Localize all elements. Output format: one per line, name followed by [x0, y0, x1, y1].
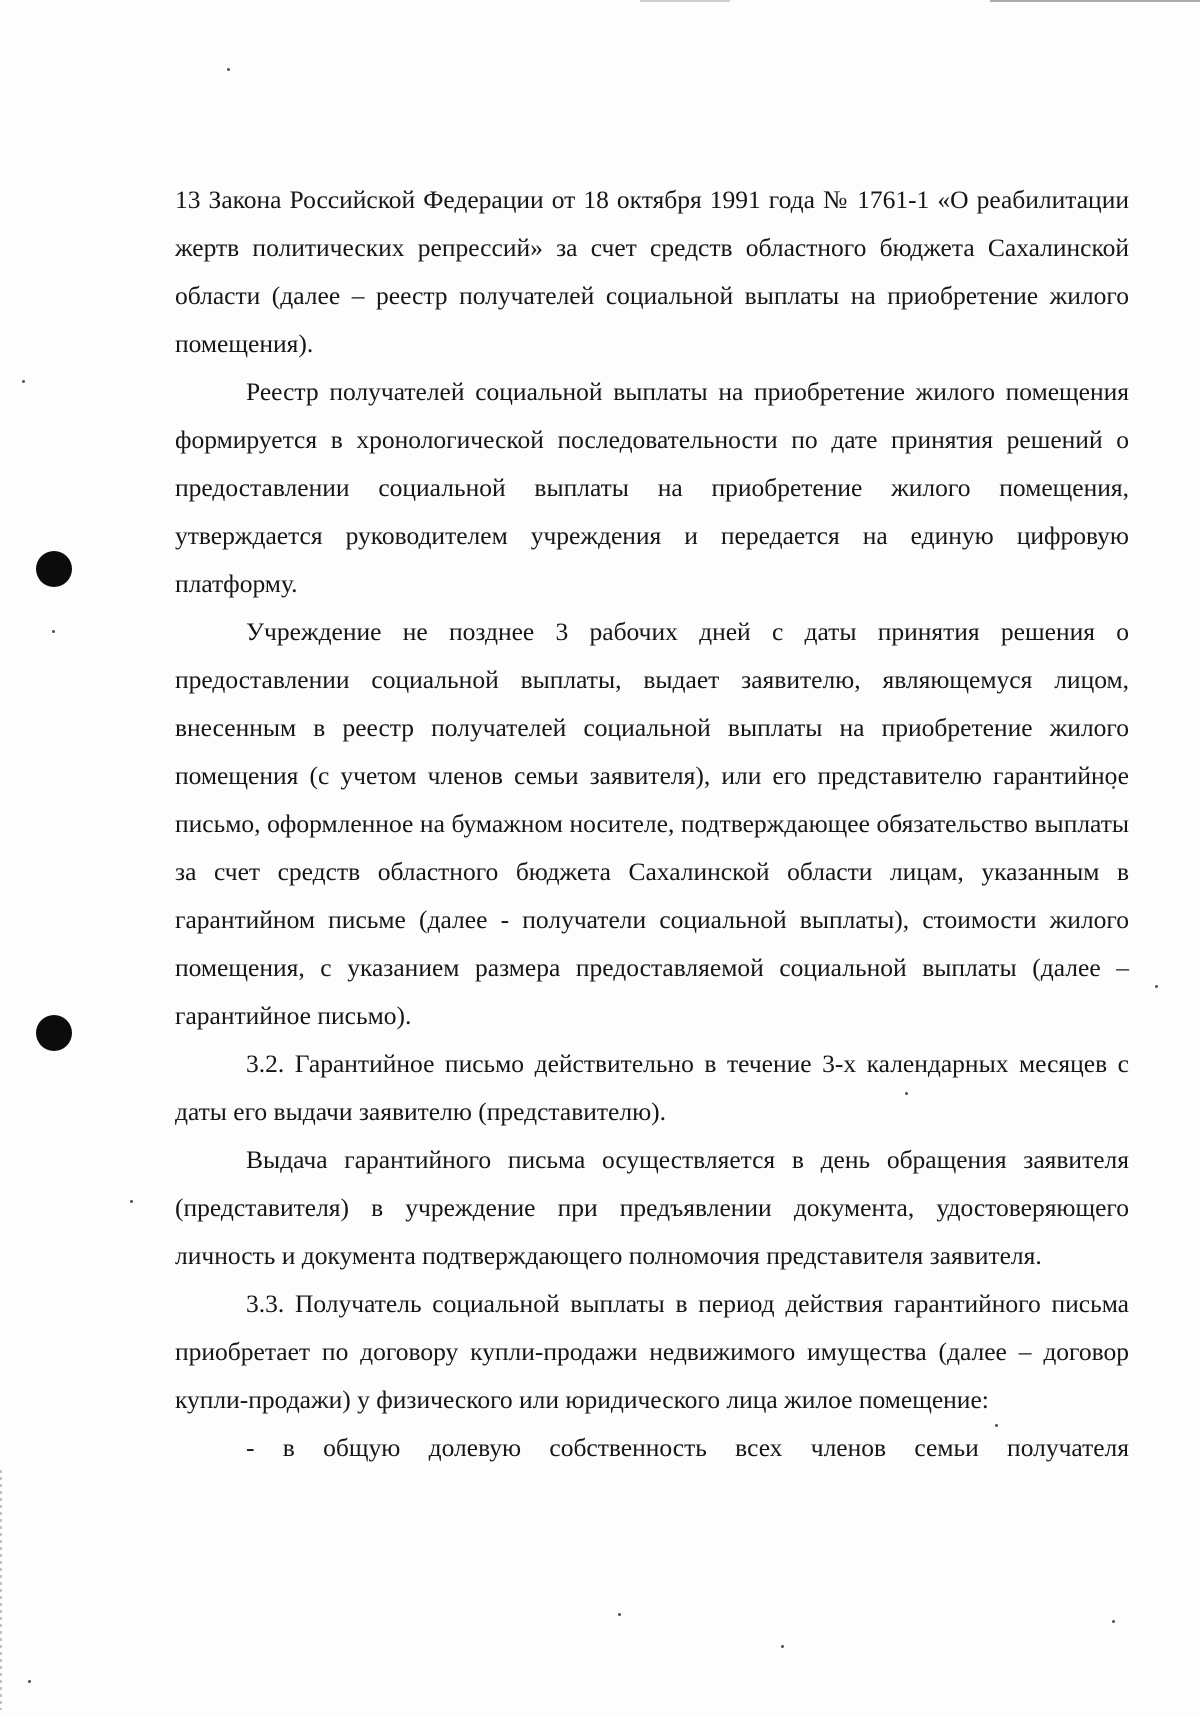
- paragraph-registry-formation: Реестр получателей социальной выплаты на приобретение жилого помещения формируется в хронологической последовательности по дате принятия решений о предоставлении социальной выплаты на приобретение жилого помещения, утверждается руководителем учреждения и передается на единую цифровую платформу.: [175, 377, 1129, 598]
- scan-speck: [22, 380, 25, 383]
- scan-speck: [1112, 1620, 1115, 1623]
- scan-speck: [52, 630, 55, 633]
- paragraph-letter-delivery: Выдача гарантийного письма осуществляется в день обращения заявителя (представителя) в учреждение при предъявлении документа, удостоверяющего личность и документа подтверждающего полномочия представителя заявителя.: [175, 1145, 1129, 1270]
- paragraph-3-2-validity: 3.2. Гарантийное письмо действительно в течение 3-х календарных месяцев с даты его выдачи заявителю (представителю).: [175, 1049, 1129, 1126]
- document-body: [175, 176, 1129, 1472]
- scan-left-edge: [0, 1470, 2, 1710]
- hole-punch-mark: [36, 1015, 72, 1051]
- hole-punch-mark: [36, 551, 72, 587]
- scan-speck: [227, 68, 230, 71]
- scan-edge-mark: [990, 0, 1200, 2]
- scan-speck: [28, 1680, 31, 1683]
- scan-speck: [130, 1200, 133, 1203]
- paragraph-registry-definition: 13 Закона Российской Федерации от 18 октября 1991 года № 1761-1 «О реабилитации жертв политических репрессий» за счет средств областного бюджета Сахалинской области (далее – реестр получателей социальной выплаты на приобретение жилого помещения).: [175, 185, 1129, 358]
- scan-edge-mark: [640, 0, 730, 2]
- scan-speck: [618, 1613, 621, 1616]
- scan-speck: [1155, 985, 1158, 988]
- paragraph-shared-ownership: - в общую долевую собственность всех членов семьи получателя: [246, 1433, 1129, 1462]
- scan-speck: [781, 1645, 784, 1648]
- paragraph-guarantee-letter-issue: Учреждение не позднее 3 рабочих дней с даты принятия решения о предоставлении социальной выплаты, выдает заявителю, являющемуся лицом, внесенным в реестр получателей социальной выплаты на приобретение жилого помещения (с учетом членов семьи заявителя), или его представителю гарантийное письмо, оформленное на бумажном носителе, подтверждающее обязательство выплаты за счет средств областного бюджета Сахалинской области лицам, указанным в гарантийном письме (далее - получатели социальной выплаты), стоимости жилого помещения, с указанием размера предоставляемой социальной выплаты (далее – гарантийное письмо).: [175, 617, 1129, 1030]
- paragraph-3-3-purchase: 3.3. Получатель социальной выплаты в период действия гарантийного письма приобретает по договору купли-продажи недвижимого имущества (далее – договор купли-продажи) у физического или юридического лица жилое помещение:: [175, 1289, 1129, 1414]
